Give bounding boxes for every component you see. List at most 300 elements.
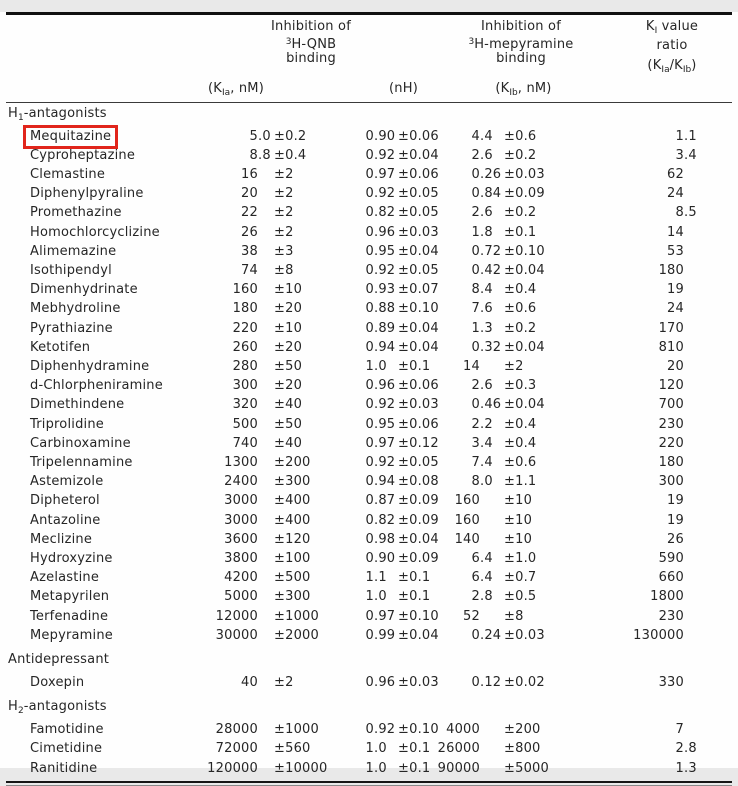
kib-value-int: 0 [471,397,480,413]
nh-value-int: 0 [365,243,374,259]
nh-error: ±0.04 [398,339,439,355]
kib-error: ±0.7 [504,570,537,586]
ratio-value-int: 220 [658,435,684,451]
drug-name: Azelastine [30,570,100,586]
nh-error: ±0.06 [398,166,439,182]
ratio-value-int: 62 [667,166,684,182]
table-row [6,720,738,739]
drug-name-cell [6,280,186,299]
kia-value-frac: .8 [258,147,271,163]
kib-value-int: 2 [471,147,480,163]
table-row [6,673,738,692]
kib-value-frac: .4 [480,435,493,451]
kib-value-frac: .8 [480,589,493,605]
kia-error: ±20 [274,378,303,394]
kib-value-frac: .8 [480,224,493,240]
nh-value-int: 0 [365,608,374,624]
paper-table-page [0,12,738,776]
nh-value-frac: .0 [374,589,387,605]
ratio-value-int: 14 [667,224,684,240]
ratio-value-int: 19 [667,282,684,298]
drug-name: Isothipendyl [30,262,112,278]
kia-value-frac [258,453,274,472]
kib-value-int: 7 [471,301,480,317]
kib-value-int: 0 [471,243,480,259]
drug-name-cell [6,165,186,184]
drug-name: Carbinoxamine [30,435,131,451]
kib-value-frac: .3 [480,320,493,336]
kia-value-frac [258,376,274,395]
drug-name: Cyproheptazine [30,147,136,163]
nh-error: ±0.07 [398,282,439,298]
table-row [6,626,738,645]
kia-error: ±0.2 [274,128,307,144]
kib-error: ±0.6 [504,454,537,470]
kib-value-frac: .42 [480,262,502,278]
column-header-mepyramine-binding [436,20,606,78]
table-bottom-rule [6,781,732,786]
kib-value-int: 2 [471,378,480,394]
kia-value-frac [258,338,274,357]
kia-error: ±1000 [274,722,319,738]
kib-error: ±2 [504,358,524,374]
nh-error: ±0.04 [398,147,439,163]
nh-value-int: 0 [365,339,374,355]
ratio-value-frac [684,673,700,692]
nh-value-int: 0 [365,674,374,690]
ratio-line2: ratio [656,37,688,53]
kia-error: ±400 [274,493,311,509]
kib-error: ±0.6 [504,128,537,144]
kia-value-int: 30000 [215,627,258,643]
kia-error: ±3 [274,243,294,259]
kia-error: ±40 [274,397,303,413]
kia-value-frac [258,626,274,645]
kib-value-frac: .84 [480,186,502,202]
nh-value-int: 0 [365,531,374,547]
kia-value-frac [258,673,274,692]
ratio-value-frac [684,587,700,606]
kia-value-int: 20 [241,186,258,202]
nh-value-frac: .88 [374,301,396,317]
nh-error: ±0.06 [398,128,439,144]
drug-name-cell [6,434,186,453]
mep-line1: Inhibition of [481,19,561,34]
kia-value-frac [258,607,274,626]
kib-error: ±0.2 [504,205,537,221]
ratio-value-frac: .3 [684,760,697,776]
kia-error: ±200 [274,454,311,470]
drug-name: Pyrathiazine [30,320,113,336]
kia-error: ±2 [274,205,294,221]
kia-error: ±560 [274,741,311,757]
kia-value-int: 8 [249,147,258,163]
kib-value-frac: .4 [480,282,493,298]
ratio-value-int: 180 [658,454,684,470]
drug-name-cell [6,530,186,549]
ratio-value-int: 19 [667,512,684,528]
drug-name-cell [6,453,186,472]
drug-name: Triprolidine [30,416,104,432]
ratio-value-int: 330 [658,674,684,690]
nh-value-frac: .97 [374,166,396,182]
subheader-nh: (nH) [389,80,418,96]
ratio-value-frac: .1 [684,128,697,144]
table-row [6,223,738,242]
kia-value-frac [258,549,274,568]
drug-name-cell [6,549,186,568]
nh-value-int: 0 [365,205,374,221]
kia-value-int: 740 [232,435,258,451]
qnb-line3: binding [286,51,336,66]
kib-error: ±1.0 [504,550,537,566]
table-row [6,165,738,184]
kib-error: ±0.04 [504,339,545,355]
kib-value-frac [480,491,504,510]
kib-value-int: 1 [471,224,480,240]
kib-value-int: 8 [471,282,480,298]
ratio-value-int: 8 [675,205,684,221]
ratio-value-int: 300 [658,474,684,490]
ratio-value-frac [684,626,700,645]
ratio-value-int: 180 [658,262,684,278]
drug-name: Meclizine [30,531,93,547]
table-row [6,146,738,165]
ratio-value-frac: .5 [684,205,697,221]
subheader-kib: ($K_{Ib}$, nM) [495,80,552,98]
kia-error: ±8 [274,262,294,278]
nh-value-int: 0 [365,128,374,144]
drug-name-cell [6,223,186,242]
kia-value-int: 5 [249,128,258,144]
nh-value-int: 0 [365,378,374,394]
kia-value-frac [258,395,274,414]
kia-value-int: 22 [241,205,258,221]
highlighted-drug-name[interactable]: Mequitazine [26,128,115,146]
kia-value-int: 260 [232,339,258,355]
nh-value-int: 0 [365,512,374,528]
nh-error: ±0.1 [398,760,431,776]
kia-value-int: 26 [241,224,258,240]
nh-value-frac: .95 [374,416,396,432]
nh-value-frac: .87 [374,493,396,509]
ratio-value-frac [684,415,700,434]
kia-error: ±2 [274,186,294,202]
kia-error: ±0.4 [274,147,307,163]
column-header-ki-ratio [606,20,738,78]
kia-value-frac [258,280,274,299]
nh-error: ±0.05 [398,262,439,278]
table-row [6,319,738,338]
nh-value-int: 1 [365,760,374,776]
nh-value-int: 0 [365,722,374,738]
drug-name: Terfenadine [30,608,109,624]
ratio-value-int: 230 [658,416,684,432]
kia-value-int: 220 [232,320,258,336]
table-row [6,530,738,549]
kia-value-frac [258,720,274,739]
drug-name-cell [6,338,186,357]
kia-error: ±2 [274,224,294,240]
kia-error: ±40 [274,435,303,451]
ratio-value-int: 660 [658,570,684,586]
kib-value-frac: .6 [480,301,493,317]
kia-value-frac [258,184,274,203]
ratio-value-frac [684,280,700,299]
kia-value-frac [258,223,274,242]
drug-name: Diphenhydramine [30,358,150,374]
ratio-formula: $(K_{Ia}/K_{Ib})$ [647,58,697,75]
drug-name: Ketotifen [30,339,91,355]
table-row [6,395,738,414]
nh-value-frac: .1 [374,570,387,586]
kia-value-int: 280 [232,358,258,374]
kib-value-frac: .32 [480,339,502,355]
kib-value-int: 2 [471,205,480,221]
kia-value-frac [258,299,274,318]
drug-name: Promethazine [30,205,122,221]
drug-name: Dimenhydrinate [30,282,138,298]
kib-error: ±0.2 [504,320,537,336]
ratio-value-frac [684,549,700,568]
kia-error: ±10000 [274,760,328,776]
kia-value-int: 300 [232,378,258,394]
drug-name: d-Chlorpheniramine [30,378,163,394]
kia-value-frac [258,319,274,338]
table-row [6,607,738,626]
kia-value-frac [258,491,274,510]
drug-name-cell [6,511,186,530]
kia-value-frac [258,759,274,778]
nh-value-frac: .94 [374,339,396,355]
kib-value-frac [480,759,504,778]
kib-value-frac [480,530,504,549]
nh-value-frac: .0 [374,741,387,757]
drug-name-cell [6,184,186,203]
kib-value-int: 160 [454,512,480,528]
nh-error: ±0.04 [398,243,439,259]
ratio-value-frac [684,242,700,261]
nh-error: ±0.03 [398,397,439,413]
kia-value-int: 120000 [207,760,258,776]
kib-value-int: 26000 [437,741,480,757]
kib-value-int: 0 [471,186,480,202]
nh-value-frac: .96 [374,674,396,690]
kib-value-int: 0 [471,166,480,182]
section-heading: Antidepressant [8,651,110,667]
ratio-value-frac [684,720,700,739]
kib-error: ±0.3 [504,378,537,394]
kib-value-frac: .2 [480,416,493,432]
kib-error: ±0.04 [504,262,545,278]
nh-error: ±0.10 [398,608,439,624]
drug-name-cell [6,242,186,261]
drug-name: Dipheterol [30,493,100,509]
nh-value-frac: .82 [374,512,396,528]
nh-value-int: 1 [365,358,374,374]
kib-error: ±200 [504,722,541,738]
subheader-kia: ($K_{Ia}$, nM) [208,80,264,98]
kia-value-frac [258,357,274,376]
nh-value-int: 0 [365,435,374,451]
kia-value-int: 3800 [224,550,258,566]
nh-error: ±0.1 [398,570,431,586]
kib-error: ±800 [504,741,541,757]
ratio-value-frac [684,184,700,203]
drug-name: Hydroxyzine [30,550,113,566]
table-row [6,453,738,472]
kia-value-int: 3000 [224,512,258,528]
drug-name: Doxepin [30,674,85,690]
nh-error: ±0.10 [398,301,439,317]
drug-name-cell [6,759,186,778]
nh-value-frac: .97 [374,435,396,451]
ratio-value-frac [684,511,700,530]
nh-error: ±0.1 [398,741,431,757]
nh-value-frac: .90 [374,550,396,566]
kia-error: ±50 [274,358,303,374]
nh-value-frac: .92 [374,454,396,470]
ratio-value-int: 1 [675,128,684,144]
drug-name-cell [6,626,186,645]
ratio-value-frac [684,491,700,510]
kib-value-int: 4000 [446,722,480,738]
kib-value-frac: .6 [480,205,493,221]
kib-value-int: 14 [463,358,480,374]
table-header [6,15,738,78]
table-row [6,357,738,376]
kib-value-int: 0 [471,262,480,278]
kia-value-int: 4200 [224,570,258,586]
drug-name: Metapyrilen [30,589,110,605]
drug-name-cell [6,607,186,626]
ratio-value-int: 1 [675,760,684,776]
table-row [6,491,738,510]
table-row [6,511,738,530]
drug-name-cell [6,203,186,222]
nh-value-int: 0 [365,550,374,566]
nh-value-int: 0 [365,474,374,490]
kib-value-frac: .24 [480,627,502,643]
nh-error: ±0.1 [398,589,431,605]
drug-name-cell [6,127,186,146]
kia-value-frac [258,530,274,549]
table-row [6,299,738,318]
kia-error: ±20 [274,339,303,355]
kib-value-frac: .4 [480,128,493,144]
drug-name: Tripelennamine [30,454,133,470]
ratio-value-int: 3 [675,147,684,163]
table-row [6,759,738,778]
kia-value-frac [258,472,274,491]
kib-error: ±0.04 [504,397,545,413]
nh-value-frac: .92 [374,262,396,278]
nh-value-int: 0 [365,454,374,470]
kia-error: ±500 [274,570,311,586]
kia-value-int: 160 [232,282,258,298]
kib-value-frac: .4 [480,570,493,586]
ratio-value-frac [684,319,700,338]
kib-value-int: 0 [471,627,480,643]
table-row [6,242,738,261]
drug-name-cell [6,146,186,165]
kia-error: ±10 [274,320,303,336]
kib-value-int: 2 [471,589,480,605]
kib-value-frac [480,720,504,739]
nh-value-frac: .89 [374,320,396,336]
nh-error: ±0.03 [398,674,439,690]
kia-value-int: 3600 [224,531,258,547]
kib-error: ±0.2 [504,147,537,163]
kia-error: ±2000 [274,627,319,643]
kia-value-frac [258,165,274,184]
drug-name-cell [6,415,186,434]
kia-value-int: 180 [232,301,258,317]
nh-error: ±0.09 [398,550,439,566]
kib-value-frac: .0 [480,474,493,490]
ratio-value-int: 120 [658,378,684,394]
kib-error: ±0.4 [504,435,537,451]
drug-name-cell [6,587,186,606]
kia-value-frac [258,568,274,587]
nh-error: ±0.05 [398,186,439,202]
nh-value-frac: .97 [374,608,396,624]
nh-error: ±0.04 [398,320,439,336]
kib-error: ±0.10 [504,243,545,259]
nh-error: ±0.06 [398,378,439,394]
drug-name: Diphenylpyraline [30,186,144,202]
table-row [6,568,738,587]
nh-value-int: 0 [365,493,374,509]
nh-error: ±0.05 [398,454,439,470]
nh-value-int: 0 [365,282,374,298]
ratio-value-frac [684,376,700,395]
drug-name: Dimethindene [30,397,125,413]
drug-name-cell [6,357,186,376]
kib-value-frac: .6 [480,147,493,163]
drug-name-cell [6,376,186,395]
table-row [6,184,738,203]
ratio-value-int: 53 [667,243,684,259]
kia-value-frac: .0 [258,128,271,144]
nh-value-frac: .92 [374,147,396,163]
kib-error: ±0.09 [504,186,545,202]
qnb-line2: $^3$H-QNB [285,36,337,52]
kib-error: ±0.03 [504,627,545,643]
ratio-value-int: 7 [675,722,684,738]
nh-value-int: 0 [365,397,374,413]
ratio-value-frac [684,395,700,414]
nh-value-frac: .90 [374,128,396,144]
ratio-value-frac [684,472,700,491]
kib-error: ±0.5 [504,589,537,605]
ratio-value-int: 1800 [650,589,684,605]
kib-value-int: 0 [471,339,480,355]
nh-error: ±0.1 [398,358,431,374]
kib-value-frac [480,607,504,626]
kia-value-int: 320 [232,397,258,413]
kib-value-frac: .12 [480,674,502,690]
kia-value-int: 16 [241,166,258,182]
kib-value-int: 2 [471,416,480,432]
drug-name: Mepyramine [30,627,113,643]
nh-value-int: 0 [365,301,374,317]
table-row [6,376,738,395]
kib-value-int: 7 [471,454,480,470]
nh-error: ±0.04 [398,531,439,547]
drug-name-cell [6,673,186,692]
kib-error: ±1.1 [504,474,537,490]
